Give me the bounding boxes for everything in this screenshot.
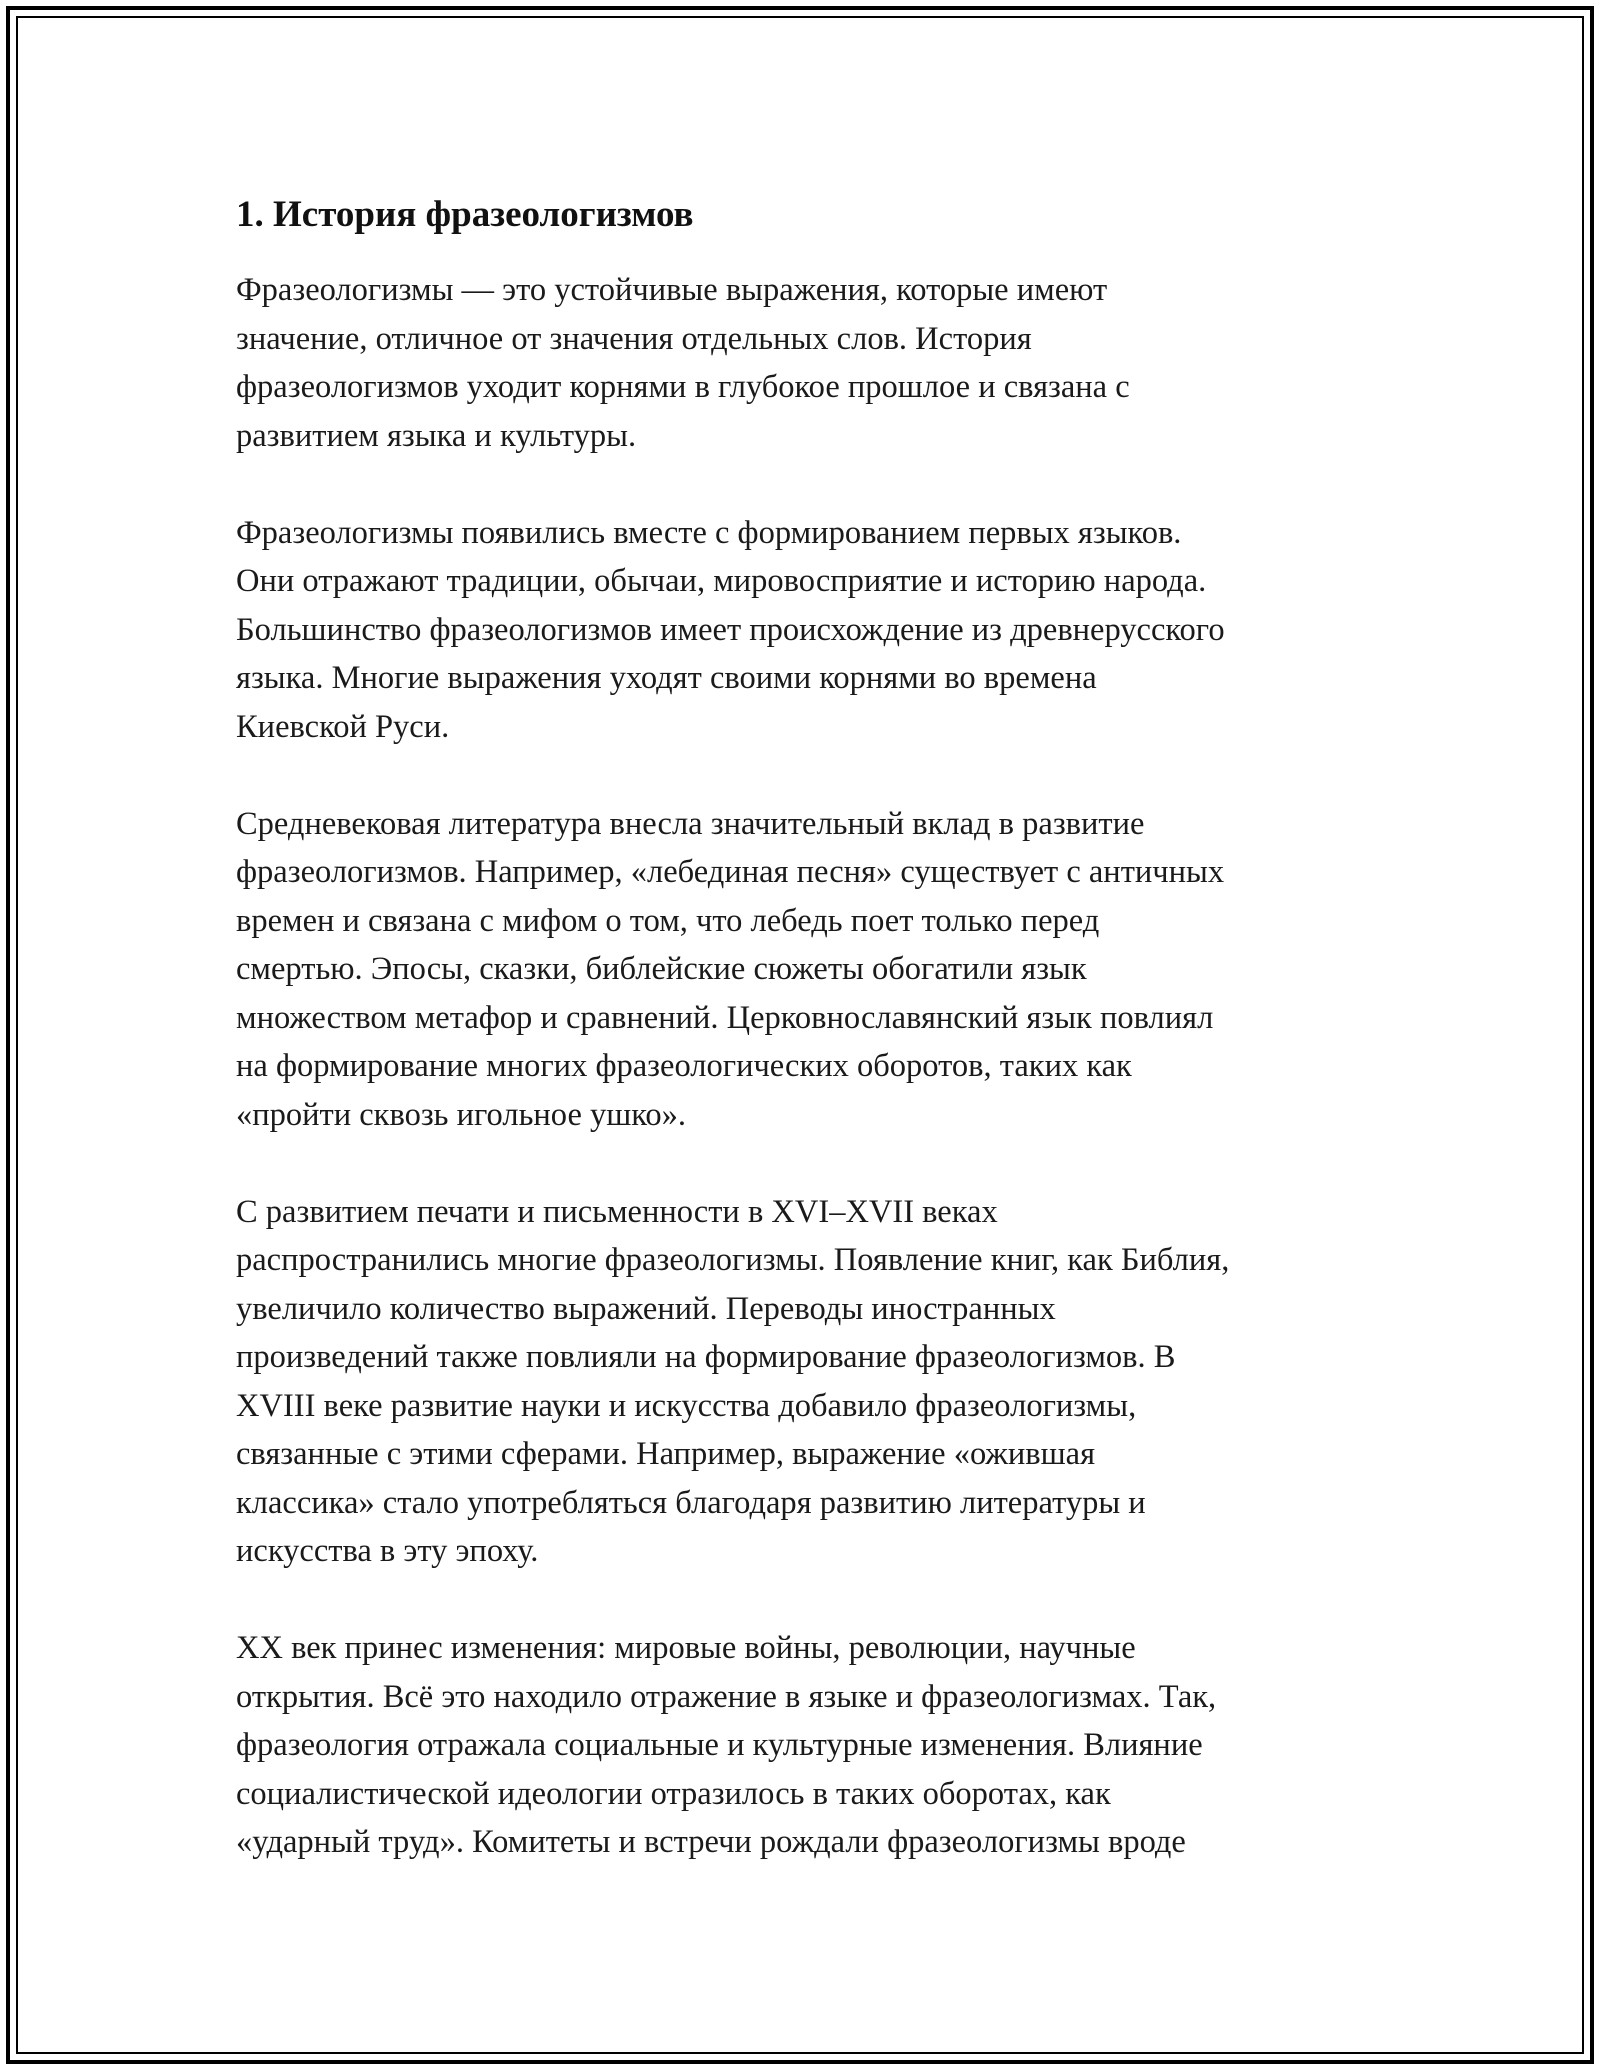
document-body xyxy=(236,190,1376,1915)
paragraph-5: XX век принес изменения: мировые войны, революции, научные открытия. Всё это находило отражение в языке и фразеологизмах. Так, фразеология отражала социальные и культурные изменения. Влияние социалистической идеологии отразилось в таких оборотах, как «ударный труд». Комитеты и встречи рождали фразеологизмы вроде xyxy=(236,1630,1217,1860)
paragraph-4: С развитием печати и письменности в XVI–XVII веках распространились многие фразеологизмы. Появление книг, как Библия, увеличило количество выражений. Переводы иностранных произведений также повлияли на формирование фразеологизмов. В XVIII веке развитие науки и искусства добавило фразеологизмы, связанные с этими сферами. Например, выражение «ожившая классика» стало употребляться благодаря развитию литературы и искусства в эту эпоху. xyxy=(236,1193,1230,1569)
paragraph-2: Фразеологизмы появились вместе с формированием первых языков. Они отражают традиции, обычаи, мировосприятие и историю народа. Большинство фразеологизмов имеет происхождение из древнерусского языка. Многие выражения уходят своими корнями во времена Киевской Руси. xyxy=(236,514,1225,745)
section-title: 1. История фразеологизмов xyxy=(236,194,694,235)
paragraph-1: Фразеологизмы — это устойчивые выражения, которые имеют значение, отличное от значения отдельных слов. История фразеологизмов уходит корнями в глубокое прошлое и связана с развитием языка и культуры. xyxy=(236,272,1130,454)
paragraph-3: Средневековая литература внесла значительный вклад в развитие фразеологизмов. Например, «лебединая песня» существует с античных времен и связана с мифом о том, что лебедь поет только перед смертью. Эпосы, сказки, библейские сюжеты обогатили язык множеством метафор и сравнений. Церковнославянский язык повлиял на формирование многих фразеологических оборотов, таких как «пройти сквозь игольное ушко». xyxy=(236,805,1225,1133)
